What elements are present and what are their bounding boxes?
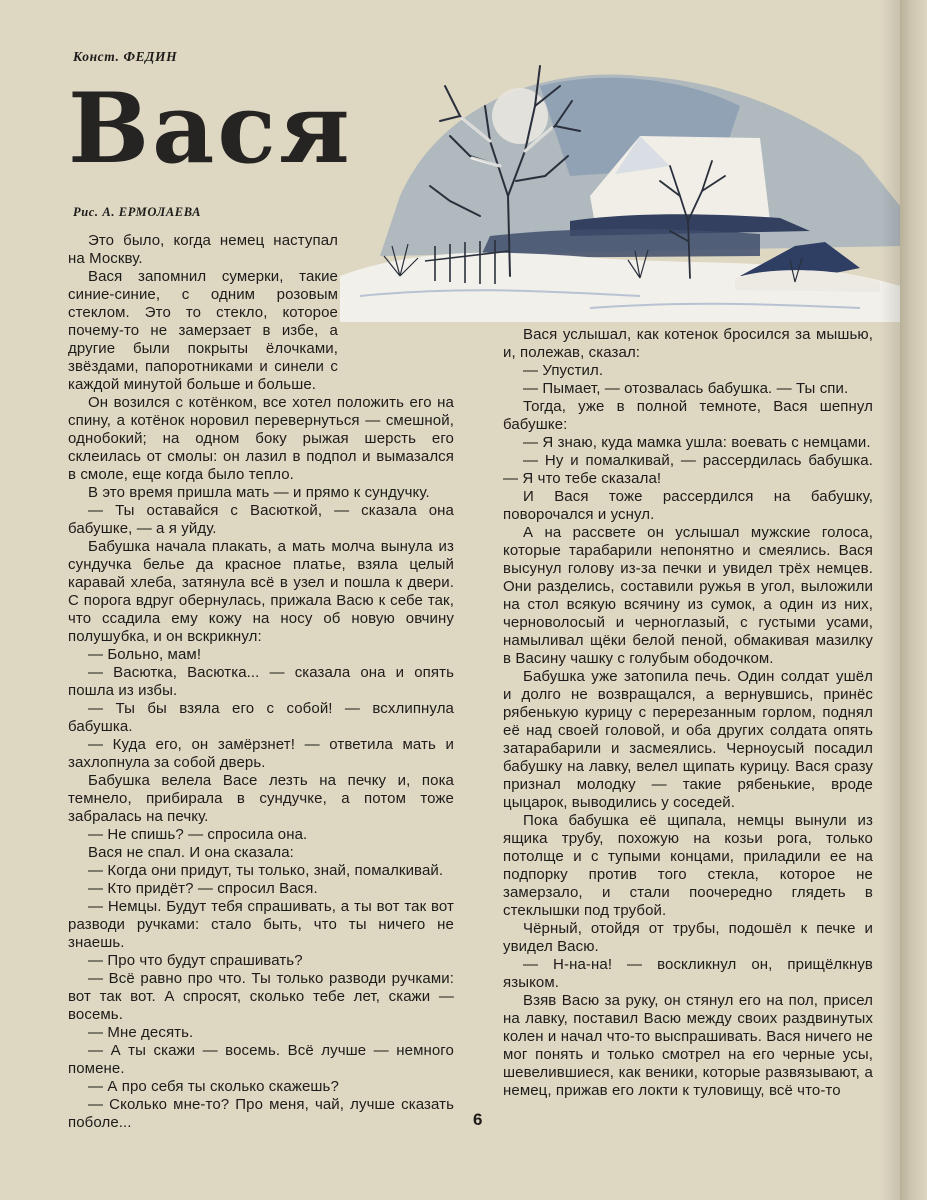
paragraph: — Сколько мне-то? Про меня, чай, лучше сказать поболе...	[68, 1096, 454, 1131]
paragraph: Чёрный, отойдя от трубы, подошёл к печке и увидел Васю.	[503, 920, 873, 955]
left-column-intro	[68, 232, 338, 394]
paragraph: — Пымает, — отозвалась бабушка. — Ты спи.	[523, 380, 849, 397]
paragraph: — Больно, мам!	[88, 646, 202, 663]
paragraph: Бабушка велела Васе лезть на печку и, пока темнело, прибирала в сундучке, а потом тоже забралась на печку.	[68, 772, 454, 825]
paragraph: — Ты бы взяла его с собой! — всхлипнула бабушка.	[68, 700, 454, 735]
paragraph: — А ты скажи — восемь. Всё лучше — немного помене.	[68, 1042, 454, 1077]
paragraph: — А про себя ты сколько скажешь?	[88, 1078, 339, 1095]
paragraph: — Н-на-на! — воскликнул он, прищёлкнув языком.	[503, 956, 873, 991]
paragraph: — Когда они придут, ты только, знай, помалкивай.	[88, 862, 444, 879]
paragraph: Он возился с котёнком, все хотел положить его на спину, а котёнок норовил перевернуться — смешной, однобокий; на одном боку рыжая шерсть его склеилась от смолы: он лазил в подпол и вымазался в смоле, еще когда было тепло.	[68, 394, 454, 483]
paragraph: Бабушка уже затопила печь. Один солдат ушёл и долго не возвращался, а вернувшись, принёс рябенькую курицу с перерезанным горлом, поднял её над своей головой, и оба других солдата опять затарабарили и засмеялись. Черноусый посадил бабушку на лавку, велел щипать курицу. Вася сразу признал молодку — такие рябенькие, вроде цыцарок, выводились у соседей.	[503, 668, 873, 811]
paragraph: — Я знаю, куда мамка ушла: воевать с немцами.	[523, 434, 871, 451]
paragraph: — Упустил.	[523, 362, 604, 379]
paragraph: — Всё равно про что. Ты только разводи ручками: вот так вот. А спросят, сколько тебе лет, скажи — восемь.	[68, 970, 454, 1023]
page-binding-edge	[900, 0, 927, 1200]
paragraph: — Не спишь? — спросила она.	[88, 826, 308, 843]
right-column	[503, 326, 873, 1100]
paragraph: — Ты оставайся с Васюткой, — сказала она бабушке, — а я уйду.	[68, 502, 454, 537]
paragraph: — Васютка, Васютка... — сказала она и опять пошла из избы.	[68, 664, 454, 699]
paragraph: В это время пришла мать — и прямо к сундучку.	[88, 484, 430, 501]
paragraph: — Кто придёт? — спросил Вася.	[88, 880, 318, 897]
paragraph: — Мне десять.	[88, 1024, 194, 1041]
paragraph: — Ну и помалкивай, — рассердилась бабушка. — Я что тебе сказала!	[503, 452, 873, 487]
fold-shadow	[880, 0, 900, 1200]
paragraph: Вася не спал. И она сказала:	[88, 844, 294, 861]
left-column	[68, 232, 454, 1132]
paragraph: Вася услышал, как котенок бросился за мышью, и, полежав, сказал:	[503, 326, 873, 361]
paragraph: — Куда его, он замёрзнет! — ответила мать и захлопнула за собой дверь.	[68, 736, 454, 771]
paragraph: Пока бабушка её щипала, немцы вынули из ящика трубу, похожую на козьи рога, только потолще и с тупыми концами, приладили ее на подпорку против того стекла, которое не замерзало, и стали поочередно глядеть в стеклышки под трубой.	[503, 812, 873, 919]
story-title: Вася	[68, 72, 353, 185]
paragraph: Взяв Васю за руку, он стянул его на пол, присел на лавку, поставил Васю между своих раздвинутых колен и начал что-то выспрашивать. Вася ничего не мог понять и только смотрел на его черные усы, шевелившиеся, как веники, которые развязывают, а немец, прижав его локти к туловищу, всё что-то	[503, 992, 873, 1099]
paragraph: Вася запомнил сумерки, такие синие-синие, с одним розовым стеклом. Это то стекло, которое почему-то не замерзает в избе, а другие были покрыты ёлочками, звёздами, папоротниками и синели с каждой минутой больше и больше.	[68, 268, 338, 393]
illustrator-credit: Рис. А. ЕРМОЛАЕВА	[73, 205, 202, 219]
paragraph: Бабушка начала плакать, а мать молча вынула из сундучка белье да красное платье, взяла целый каравай хлеба, затянула всё в узел и пошла к двери. С порога вдруг обернулась, прижала Васю к себе так, что ссадила ему кожу на носу об новую овчину полушубка, и он вскрикнул:	[68, 538, 454, 645]
paragraph: — Про что будут спрашивать?	[88, 952, 303, 969]
paragraph: Это было, когда немец наступал на Москву.	[68, 232, 338, 267]
page-number: 6	[473, 1110, 483, 1129]
paragraph: А на рассвете он услышал мужские голоса, которые тарабарили непонятно и смеялись. Вася высунул голову из-за печки и увидел трёх немцев. Они разделись, составили ружья в угол, выложили на стол всякую всячину из сумок, а один из них, черноволосый и черноглазый, с густыми усами, намыливал щёки белой пеной, обмакивая мазилку в Васину чашку с голубым ободочком.	[503, 524, 873, 667]
author-byline: Конст. ФЕДИН	[73, 49, 178, 64]
paragraph: Тогда, уже в полной темноте, Вася шепнул бабушке:	[503, 398, 873, 433]
paragraph: И Вася тоже рассердился на бабушку, поворочался и уснул.	[503, 488, 873, 523]
paragraph: — Немцы. Будут тебя спрашивать, а ты вот так вот разводи ручками: стало быть, что ты ничего не знаешь.	[68, 898, 454, 951]
